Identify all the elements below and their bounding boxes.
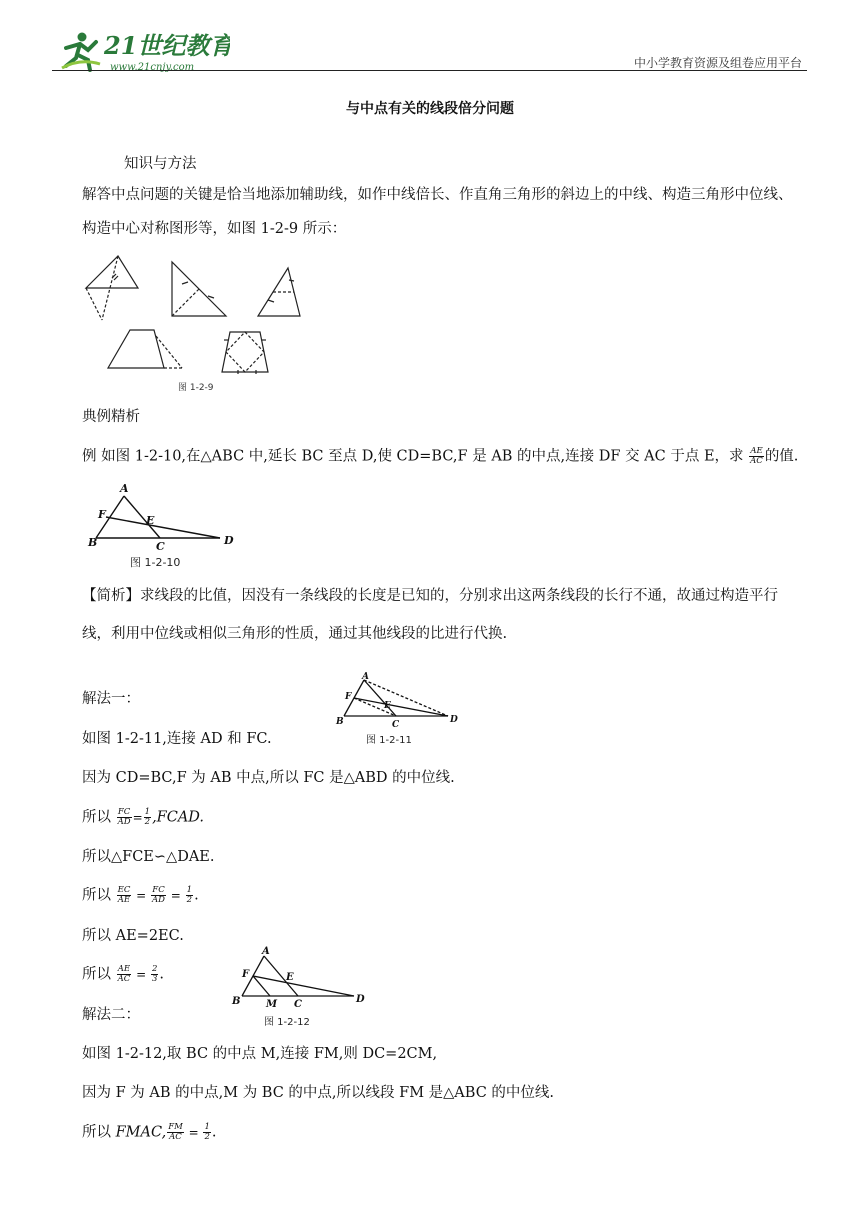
fraction-1-2-c: $\frac{1}{2}$ (204, 1122, 210, 1142)
logo-runner-icon (60, 28, 230, 74)
solution-1-line-5: 所以 $\frac{EC}{AE}$ = $\frac{FC}{AD}$ = $\frac{1}{2}$ . (82, 885, 199, 905)
analysis-line-1: 【简析】求线段的比值，因没有一条线段的长度是已知的，分别求出这两条线段的长行不通，故通过构造平行 (82, 588, 778, 604)
label-B: B (88, 536, 98, 549)
section-heading-knowledge: 知识与方法 (124, 156, 197, 172)
solution-1-line-6: 所以 AE=2EC. (82, 928, 184, 944)
intro-line-2: 构造中心对称图形等，如图 1-2-9 所示： (82, 221, 347, 237)
label-C: C (156, 540, 165, 553)
label-A: A (362, 672, 369, 682)
solution-1-line-3: 所以 $\frac{FC}{AD}$ = $\frac{1}{2}$ ,FCAD. (82, 807, 205, 827)
label-E: E (384, 701, 391, 711)
figure-1-2-9 (80, 252, 320, 397)
fraction-1-2-b: $\frac{1}{2}$ (186, 885, 193, 905)
fraction-fm-ac: $\frac{FM}{AC}$ (168, 1122, 183, 1142)
section-heading-examples: 典例精析 (82, 409, 140, 425)
logo-url: www.21cnjy.com (110, 62, 195, 73)
fraction-ae-ac-2: $\frac{AE}{AC}$ (117, 964, 131, 984)
header-platform-text: 中小学教育资源及组卷应用平台 (633, 56, 802, 70)
label-F: F (98, 508, 106, 521)
solution-1-line-7: 所以 $\frac{AE}{AC}$ = $\frac{2}{3}$ . (82, 964, 164, 984)
solution-2-line-1: 如图 1-2-12,取 BC 的中点 M,连接 FM,则 DC=2CM, (82, 1046, 438, 1062)
figure-1-2-9-caption: 图 1-2-9 (178, 383, 214, 393)
label-A: A (120, 482, 129, 495)
example-end: 的值. (764, 448, 799, 465)
analysis-line-2: 线，利用中位线或相似三角形的性质，通过其他线段的比进行代换. (82, 626, 508, 642)
label-D: D (224, 534, 234, 547)
figure-1-2-12-caption: 图 1-2-12 (264, 1017, 310, 1028)
fraction-fc-ad-2: $\frac{FC}{AD}$ (152, 885, 165, 905)
fraction-ae-ac: $\frac{AE}{AC}$ (750, 446, 763, 466)
figure-1-2-12 (228, 944, 378, 1032)
solution-2-line-2: 因为 F 为 AB 的中点,M 为 BC 的中点,所以线段 FM 是△ABC 的中位线. (82, 1085, 555, 1101)
solution-1-title: 解法一： (82, 691, 140, 707)
label-M: M (266, 999, 278, 1010)
logo-text: 21世纪教育 (104, 31, 230, 60)
example-text: 例 如图 1-2-10,在△ABC 中,延长 BC 至点 D,使 CD=BC,F 是 AB 的中点,连接 DF 交 AC 于点 E，求 (82, 448, 749, 465)
fraction-ec-ae: $\frac{EC}{AE}$ (117, 885, 131, 905)
example-line (82, 447, 798, 466)
figure-1-2-10-caption: 图 1-2-10 (130, 556, 181, 569)
solution-1-line-4: 所以△FCE∽△DAE. (82, 849, 215, 865)
figure-1-2-10 (84, 480, 244, 572)
fraction-2-3: $\frac{2}{3}$ (151, 964, 158, 984)
label-F: F (242, 969, 250, 980)
figure-1-2-11 (332, 672, 467, 750)
solution-2-line-3: 所以 FMAC, $\frac{FM}{AC}$ = $\frac{1}{2}$ . (82, 1122, 217, 1142)
figure-1-2-11-caption: 图 1-2-11 (366, 735, 412, 746)
label-C: C (294, 999, 302, 1010)
page-title: 与中点有关的线段倍分问题 (346, 101, 514, 117)
label-B: B (336, 717, 344, 727)
solution-2-title: 解法二： (82, 1007, 140, 1023)
header-divider (52, 70, 807, 71)
label-A: A (262, 946, 270, 957)
label-E: E (286, 972, 294, 983)
label-D: D (356, 994, 365, 1005)
label-D: D (450, 715, 458, 725)
label-F: F (345, 692, 352, 702)
label-C: C (392, 720, 400, 730)
fraction-fc-ad: $\frac{FC}{AD}$ (117, 807, 131, 827)
solution-1-line-2: 因为 CD=BC,F 为 AB 中点,所以 FC 是△ABD 的中位线. (82, 770, 455, 786)
solution-1-line-1: 如图 1-2-11,连接 AD 和 FC. (82, 731, 272, 747)
fraction-1-2: $\frac{1}{2}$ (144, 807, 151, 827)
label-B: B (232, 996, 241, 1007)
intro-line-1: 解答中点问题的关键是恰当地添加辅助线，如作中线倍长、作直角三角形的斜边上的中线、构造三角形中位线、 (82, 187, 793, 203)
label-E: E (146, 514, 155, 527)
